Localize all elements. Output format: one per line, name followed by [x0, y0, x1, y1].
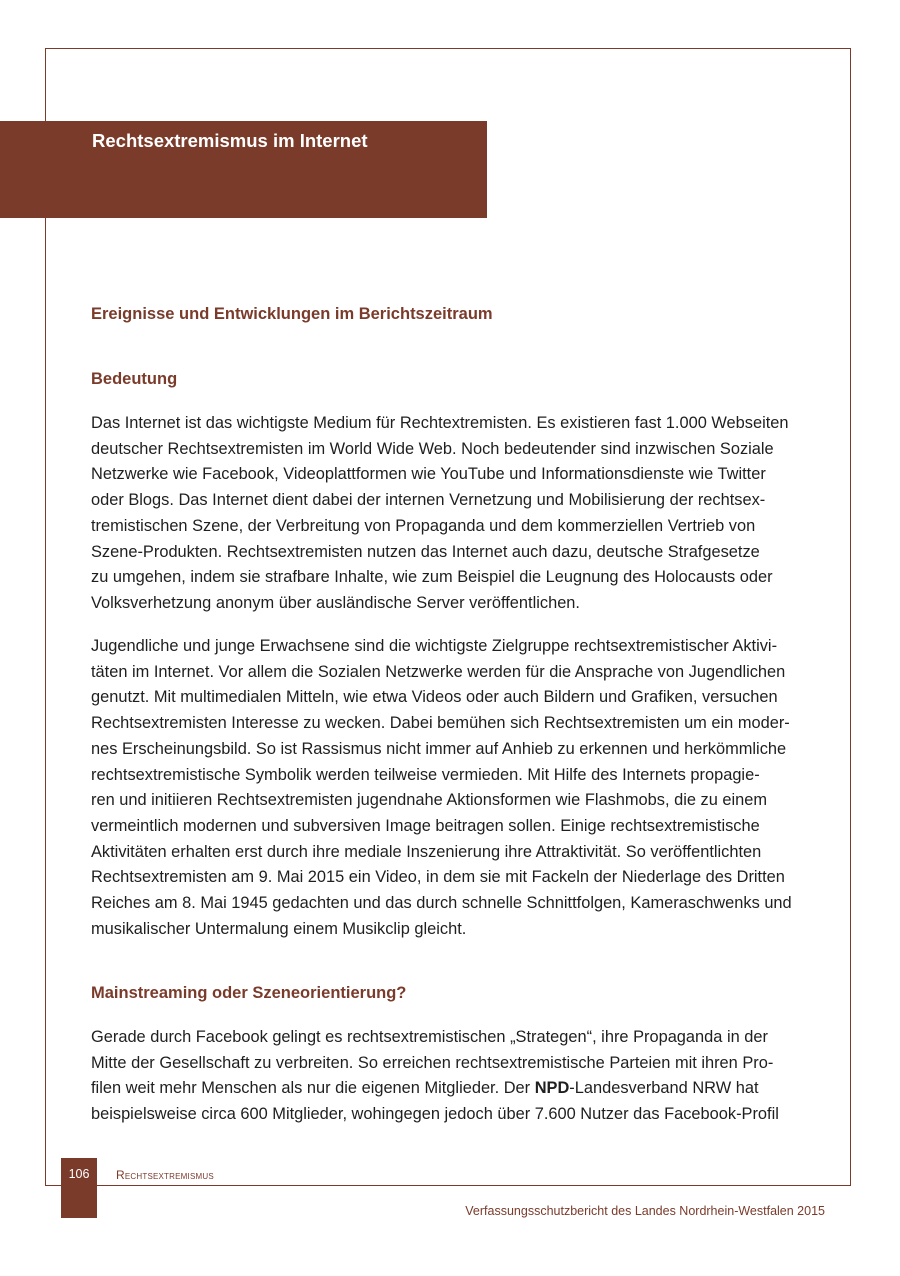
- page-frame: [45, 48, 851, 1186]
- subsection-heading-bedeutung: Bedeutung: [91, 370, 178, 388]
- section-heading: Ereignisse und Entwicklungen im Berichtszeitraum: [91, 305, 493, 323]
- text-line: Reiches am 8. Mai 1945 gedachten und das durch schnelle Schnittfolgen, Kameraschwenks und: [91, 894, 792, 913]
- paragraph-bedeutung-1: [91, 411, 836, 617]
- text-line: Mitte der Gesellschaft zu verbreiten. So erreichen rechtsextremistische Parteien mit ihren Pro-: [91, 1053, 774, 1072]
- text-line: Rechtsextremisten Interesse zu wecken. Dabei bemühen sich Rechtsextremisten um ein moder-: [91, 714, 790, 733]
- text-line: oder Blogs. Das Internet dient dabei der internen Vernetzung und Mobilisierung der rechtsex-: [91, 491, 766, 510]
- text-line: Das Internet ist das wichtigste Medium für Rechtextremisten. Es existieren fast 1.000 Webseiten: [91, 414, 789, 432]
- chapter-title: Rechtsextremismus im Internet: [92, 130, 368, 151]
- report-title: Verfassungsschutzbericht des Landes Nordrhein-Westfalen 2015: [465, 1204, 825, 1218]
- text-line: nes Erscheinungsbild. So ist Rassismus nicht immer auf Anhieb zu erkennen und herkömmliche: [91, 739, 787, 758]
- text-line: Jugendliche und junge Erwachsene sind die wichtigste Zielgruppe rechtsextremistischer Aktivi-: [91, 637, 778, 655]
- text-line: beispielsweise circa 600 Mitglieder, wohingegen jedoch über 7.600 Nutzer das Facebook-Profil: [91, 1105, 779, 1124]
- paragraph-mainstreaming: [91, 1025, 836, 1128]
- text-line: deutscher Rechtsextremisten im World Wide Web. Noch bedeutender sind inzwischen Soziale: [91, 439, 774, 458]
- text-line: genutzt. Mit multimedialen Mitteln, wie etwa Videos oder auch Bildern und Grafiken, versuchen: [91, 688, 778, 707]
- text-segment: -Landesverband NRW hat: [569, 1079, 759, 1098]
- paragraph-bedeutung-2: [91, 634, 836, 942]
- text-line: rechtsextremistische Symbolik werden teilweise vermieden. Mit Hilfe des Internets propagie-: [91, 765, 760, 784]
- text-line: [91, 1076, 836, 1102]
- text-line: täten im Internet. Vor allem die Sozialen Netzwerke werden für die Ansprache von Jugendlichen: [91, 662, 786, 681]
- text-line: Volksverhetzung anonym über ausländische Server veröffentlichen.: [91, 593, 580, 612]
- text-segment: filen weit mehr Menschen als nur die eigenen Mitglieder. Der: [91, 1079, 535, 1098]
- text-line: ren und initiieren Rechtsextremisten jugendnahe Aktionsformen wie Flashmobs, die zu einem: [91, 791, 768, 810]
- text-line: Netzwerke wie Facebook, Videoplattformen wie YouTube und Informationsdienste wie Twitter: [91, 465, 766, 484]
- subsection-heading-mainstreaming: Mainstreaming oder Szeneorientierung?: [91, 984, 407, 1002]
- text-line: Aktivitäten erhalten erst durch ihre mediale Inszenierung ihre Attraktivität. So veröffentlichten: [91, 842, 762, 861]
- text-line: vermeintlich modernen und subversiven Image beitragen sollen. Einige rechtsextremistische: [91, 816, 760, 835]
- text-line: tremistischen Szene, der Verbreitung von Propaganda und dem kommerziellen Vertrieb von: [91, 516, 756, 535]
- page-number: 106: [68, 1167, 90, 1181]
- text-line: Szene-Produkten. Rechtsextremisten nutzen das Internet auch dazu, deutsche Strafgesetze: [91, 542, 760, 561]
- text-line: Gerade durch Facebook gelingt es rechtsextremistischen „Strategen“, ihre Propaganda in der: [91, 1028, 768, 1046]
- npd-bold: NPD: [534, 1079, 570, 1098]
- text-line: Rechtsextremisten am 9. Mai 2015 ein Video, in dem sie mit Fackeln der Niederlage des Dritten: [91, 868, 785, 887]
- text-line: zu umgehen, indem sie strafbare Inhalte, wie zum Beispiel die Leugnung des Holocausts oder: [91, 568, 773, 587]
- text-line: musikalischer Untermalung einem Musikclip gleicht.: [91, 919, 467, 938]
- running-section-label: Rechtsextremismus: [116, 1168, 214, 1182]
